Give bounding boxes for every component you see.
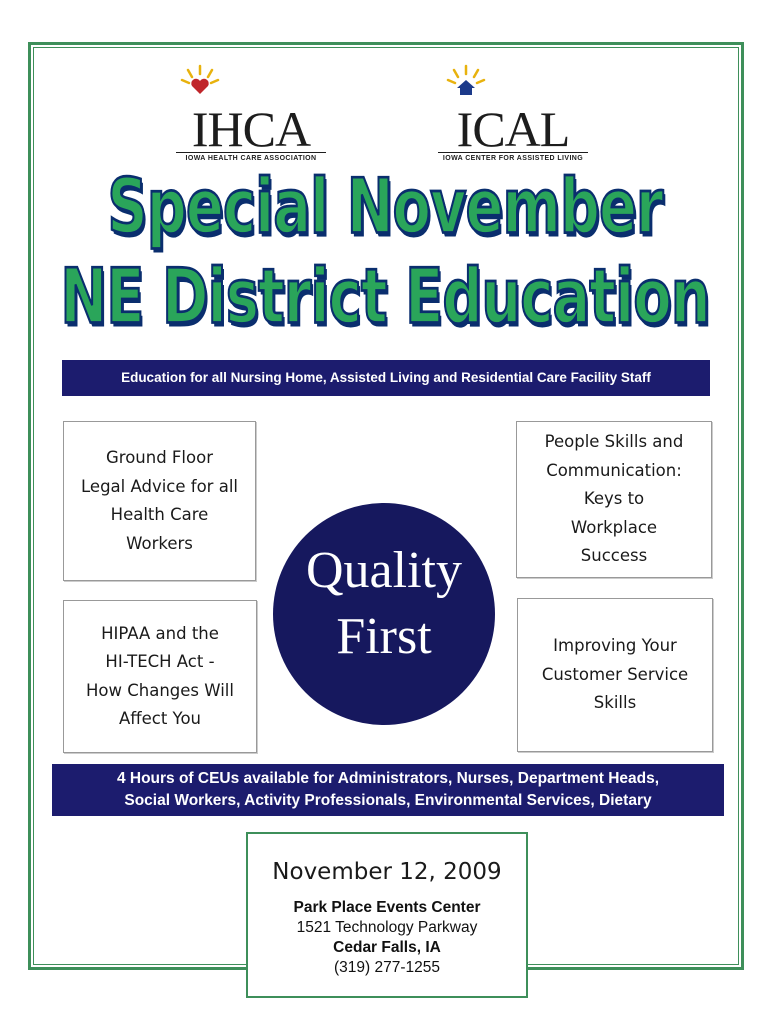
topic-hipaa xyxy=(63,600,257,753)
quality-first-circle xyxy=(273,503,495,725)
ceu-banner-line-1: 4 Hours of CEUs available for Administrators, Nurses, Department Heads, xyxy=(116,770,660,787)
event-city: Cedar Falls, IA xyxy=(333,939,441,956)
ical-logo xyxy=(438,62,588,162)
event-venue: Park Place Events Center xyxy=(293,899,481,916)
ceu-banner xyxy=(52,764,724,816)
ihca-logo-subtitle: IOWA HEALTH CARE ASSOCIATION xyxy=(176,152,326,162)
headline-line-1: Special November xyxy=(107,163,663,252)
topic-people-skills-text: People Skills and Communication: Keys to Workplace Success xyxy=(544,432,684,566)
event-street: 1521 Technology Parkway xyxy=(296,919,478,936)
audience-banner: Education for all Nursing Home, Assisted Living and Residential Care Facility Staff xyxy=(62,360,710,396)
topic-hipaa-text: HIPAA and the HI-TECH Act - How Changes Will Affect You xyxy=(86,623,234,728)
topic-people-skills xyxy=(516,421,712,578)
event-phone: (319) 277-1255 xyxy=(334,959,440,976)
ical-logo-mark: ICAL xyxy=(456,101,570,157)
topic-legal-advice xyxy=(63,421,256,581)
event-details-box xyxy=(246,832,528,998)
event-date: November 12, 2009 xyxy=(272,859,502,885)
topic-legal-advice-text: Ground Floor Legal Advice for all Health Care Workers xyxy=(81,448,238,553)
house-sun-icon xyxy=(444,62,488,106)
ical-logo-subtitle: IOWA CENTER FOR ASSISTED LIVING xyxy=(438,152,588,162)
first-text: First xyxy=(336,608,432,665)
ihca-logo xyxy=(176,62,326,162)
headline-line-2: NE District Education xyxy=(60,253,710,342)
ihca-logo-mark: IHCA xyxy=(191,101,311,157)
quality-text: Quality xyxy=(306,542,462,599)
heart-sun-icon xyxy=(178,62,222,106)
topic-customer-service-text: Improving Your Customer Service Skills xyxy=(541,636,689,713)
ceu-banner-line-2: Social Workers, Activity Professionals, Environmental Services, Dietary xyxy=(124,792,652,809)
topic-customer-service xyxy=(517,598,713,752)
